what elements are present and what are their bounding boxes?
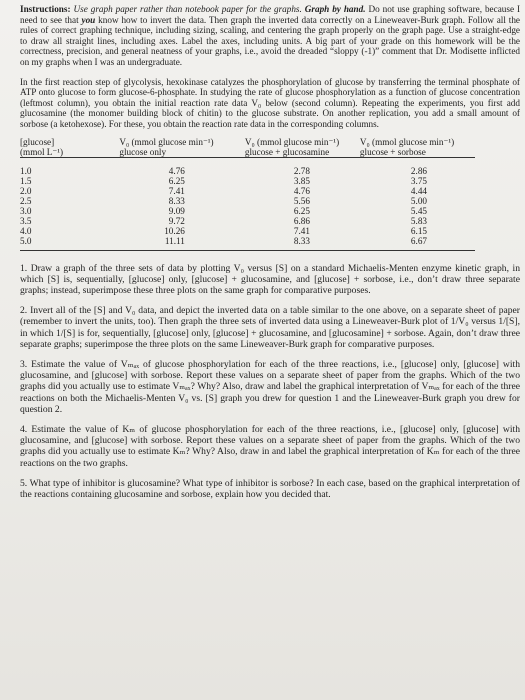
table-bottom-rule (20, 246, 475, 251)
header-glucose: [glucose] (mmol L⁻¹) (20, 137, 119, 158)
instructions-you: you (81, 14, 96, 25)
header-glucosamine: V₀ (mmol glucose min⁻¹) glucose + glucosamine (245, 137, 360, 158)
question-3: 3. Estimate the value of Vₘₐₓ of glucose phosphorylation for each of the three reactions, i.e., [glucose] only, [glucose] with glucosamine, and [glucose] with sorbose. Report these values on a separate sheet of paper from the graphs. Which of the two graphs did you actually use to estimate Vₘₐₓ? Why? Also, draw and label the graphical interpretation of Vₘₐₓ for each of the three reactions on both the Michaelis-Menten V₀ vs. [S] graph you drew for question 1 and the Lineweaver-Burk graph you drew for question 2. (20, 358, 520, 415)
table-header-row (20, 137, 475, 158)
instructions-lead: Use graph paper rather than notebook paper for the graphs. (73, 4, 302, 14)
question-1: 1. Draw a graph of the three sets of data by plotting V₀ versus [S] on a standard Michaelis-Menten enzyme kinetic graph, in which [S] is, sequentially, [glucose] only, [glucose] + glucosamine, and [glucose] + sorbose, i.e., don’t draw three separate graphs; instead, superimpose these three plots on the same graph for comparative purposes. (20, 262, 520, 296)
questions-list (20, 263, 520, 501)
question-5: 5. What type of inhibitor is glucosamine? What type of inhibitor is sorbose? In each case, based on the graphical interpretation of the reactions containing glucosamine and sorbose, explain how you decided that. (20, 477, 520, 500)
instructions-graph-by-hand: Graph by hand. (304, 4, 366, 14)
document-content (20, 4, 520, 500)
intro-paragraph: In the first reaction step of glycolysis, hexokinase catalyzes the phosphorylation of glucose by transferring the terminal phosphate of ATP onto glucose to form glucose-6-phosphate. In studying the rate of glucose phosphorylation as a function of glucose concentration (leftmost column), you obtain the initial reaction rate data V₀ below (second column). Repeating the experiments, you first add glucosamine (the monomer building block of chitin) to the glucose substrate. On another replication, you add a small amount of sorbose (a ketohexose). For these, you obtain the reaction rate data in the corresponding columns. (20, 76, 520, 129)
header-glucose-only: V₀ (mmol glucose min⁻¹) glucose only (119, 137, 245, 158)
question-4: 4. Estimate the value of Kₘ of glucose phosphorylation for each of the three reactions, i.e., [glucose] only, [glucose] with glucosamine, and [glucose] with sorbose. Report these values on a separate sheet of paper from the graphs. Which of the two graphs did you actually use to estimate Kₘ? Why? Also, draw in and label the graphical interpretation of Kₘ for each of the three reactions on the two graphs. (20, 423, 520, 469)
table-row: 2.0 7.41 4.76 4.44 (20, 185, 427, 196)
question-2: 2. Invert all of the [S] and V₀ data, and depict the inverted data on a table similar to the one above, on a separate sheet of paper (remember to invert the units, too). Then graph the three sets of inverted data using a Lineweaver-Burk plot of 1/V₀ versus 1/[S], in which 1/[S] is for, sequentially, [glucose] only, [glucose] + glucosamine, and [glucosamine] + sorbose. Again, don’t draw three separate graphs; superimpose the three plots on the same Lineweaver-Burk graph for comparative purposes. (20, 305, 520, 350)
instructions-text-1: Do not use graphing software, because I need to see that (20, 4, 521, 25)
table-row: 3.5 9.72 6.86 5.83 (20, 215, 427, 226)
instructions-label: Instructions: (20, 4, 71, 14)
table-row: 3.0 9.09 6.25 5.45 (20, 205, 427, 216)
header-sorbose: V₀ (mmol glucose min⁻¹) glucose + sorbose (360, 137, 475, 158)
kinetics-data-table (20, 137, 475, 251)
instructions-text-2: know how to invert the data. Then graph the inverted data correctly on a Lineweaver-Burk graph. Follow all the rules of correct graphing technique, including sizing, scaling, and centering the graph properly on the graph page. Use a straight-edge to draw all straight lines, including axes. Label the axes, including units. A big part of your grade on this homework will be the correctness, precision, and general neatness of your graphs, i.e., avoid the dreaded “sloppy (-1)” comment that Dr. Modisette inflicted on my graphs when I was an undergraduate. (20, 14, 521, 67)
table-row: 1.0 4.76 2.78 2.86 (20, 165, 427, 176)
table-row: 4.0 10.26 7.41 6.15 (20, 225, 427, 236)
table-row: 5.0 11.11 8.33 6.67 (20, 235, 427, 246)
table-row: 2.5 8.33 5.56 5.00 (20, 195, 427, 206)
instructions-paragraph (20, 4, 520, 68)
table-row: 1.5 6.25 3.85 3.75 (20, 175, 427, 186)
